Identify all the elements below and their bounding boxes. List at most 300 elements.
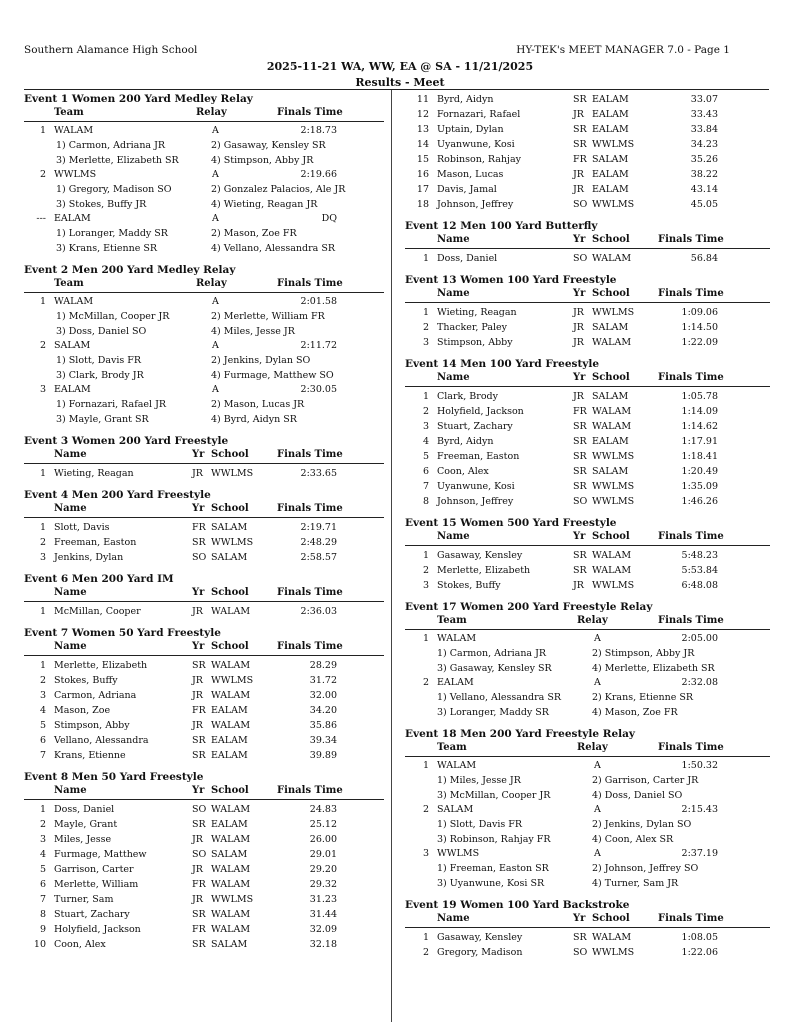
swimmer-name: Doss, Daniel xyxy=(437,253,498,264)
header-finals-time: Finals Time xyxy=(658,615,724,626)
relay-swimmer: 4) Coon, Alex SR xyxy=(592,834,674,845)
relay-swimmers-row xyxy=(405,690,770,705)
relay-row xyxy=(405,632,770,646)
header-yr: Yr xyxy=(192,641,205,652)
school-code: WALAM xyxy=(211,924,251,935)
relay-swimmer: 1) Miles, Jesse JR xyxy=(437,775,521,786)
header-team: Team xyxy=(54,278,84,289)
school-code: SALAM xyxy=(592,466,629,477)
finals-time: 2:19.66 xyxy=(300,169,337,180)
finals-time: 2:30.05 xyxy=(300,384,337,395)
relay-swimmer: 3) Doss, Daniel SO xyxy=(56,326,147,337)
header-school: School xyxy=(211,641,249,652)
header-yr: Yr xyxy=(192,449,205,460)
swimmer-name: Davis, Jamal xyxy=(437,184,497,195)
header-school: School xyxy=(592,913,630,924)
finals-time: 43.14 xyxy=(690,184,718,195)
result-row xyxy=(405,434,770,449)
result-row xyxy=(405,563,770,578)
school-code: SALAM xyxy=(211,849,248,860)
relay-letter: A xyxy=(212,384,219,395)
relay-letter: A xyxy=(594,848,601,859)
event-title: Event 18 Men 200 Yard Freestyle Relay xyxy=(405,728,636,740)
place: 2 xyxy=(39,169,46,180)
team-name: SALAM xyxy=(437,804,474,815)
school-code: WWLMS xyxy=(592,580,635,591)
place: 1 xyxy=(422,550,429,561)
left-column xyxy=(24,92,384,959)
result-row xyxy=(24,832,384,847)
finals-time: 31.72 xyxy=(309,675,337,686)
finals-time: 1:46.26 xyxy=(681,496,718,507)
relay-swimmer: 1) Gregory, Madison SO xyxy=(56,184,172,195)
swimmer-name: Merlette, Elizabeth xyxy=(437,565,531,576)
place: 2 xyxy=(39,340,46,351)
relay-swimmer: 4) Wieting, Reagan JR xyxy=(211,199,318,210)
event-block xyxy=(405,219,770,266)
swimmer-name: Mason, Zoe xyxy=(54,705,111,716)
relay-swimmer: 1) Loranger, Maddy SR xyxy=(56,228,168,239)
column-header xyxy=(405,372,770,387)
place: 16 xyxy=(416,169,429,180)
finals-time: 39.34 xyxy=(309,735,337,746)
class-year: SR xyxy=(573,139,587,150)
result-row xyxy=(405,419,770,434)
class-year: FR xyxy=(573,406,587,417)
column-divider xyxy=(391,90,392,1022)
place: 1 xyxy=(39,125,46,136)
place: 3 xyxy=(39,834,46,845)
finals-time: 1:22.06 xyxy=(681,947,718,958)
relay-swimmer: 2) Krans, Etienne SR xyxy=(592,692,694,703)
school-code: SALAM xyxy=(592,391,629,402)
event-title: Event 12 Men 100 Yard Butterfly xyxy=(405,220,598,232)
relay-swimmer: 2) Merlette, William FR xyxy=(211,311,325,322)
school-code: WALAM xyxy=(592,253,632,264)
finals-time: 1:17.91 xyxy=(681,436,718,447)
swimmer-name: McMillan, Cooper xyxy=(54,606,141,617)
result-row xyxy=(24,535,384,550)
event-title: Event 19 Women 100 Yard Backstroke xyxy=(405,899,630,911)
school-code: WWLMS xyxy=(211,537,254,548)
header-finals-time: Finals Time xyxy=(658,531,724,542)
header-yr: Yr xyxy=(192,587,205,598)
finals-time: 2:58.57 xyxy=(300,552,337,563)
event-block xyxy=(405,898,770,960)
column-header xyxy=(405,288,770,303)
result-row xyxy=(405,578,770,593)
place: 1 xyxy=(39,660,46,671)
school-code: WWLMS xyxy=(592,481,635,492)
event-block xyxy=(405,357,770,509)
place: 3 xyxy=(39,552,46,563)
relay-row xyxy=(405,676,770,690)
team-name: WWLMS xyxy=(437,848,480,859)
header-relay: Relay xyxy=(577,742,608,753)
swimmer-name: Miles, Jesse xyxy=(54,834,112,845)
finals-time: 6:48.08 xyxy=(681,580,718,591)
finals-time: 1:14.50 xyxy=(681,322,718,333)
school-code: WWLMS xyxy=(592,451,635,462)
place: 6 xyxy=(422,466,429,477)
header-school: School xyxy=(211,449,249,460)
event-block xyxy=(24,263,384,427)
event-block xyxy=(405,516,770,593)
relay-swimmers-row xyxy=(24,226,384,241)
relay-swimmers-row xyxy=(405,705,770,720)
event-title: Event 13 Women 100 Yard Freestyle xyxy=(405,274,617,286)
finals-time: 2:05.00 xyxy=(681,633,718,644)
class-year: SR xyxy=(573,436,587,447)
result-row xyxy=(405,945,770,960)
result-row xyxy=(405,404,770,419)
swimmer-name: Uyanwune, Kosi xyxy=(437,139,515,150)
result-row xyxy=(24,922,384,937)
event-title: Event 7 Women 50 Yard Freestyle xyxy=(24,627,221,639)
relay-swimmer: 1) Fornazari, Rafael JR xyxy=(56,399,167,410)
class-year: JR xyxy=(573,109,584,120)
column-header xyxy=(405,615,770,630)
class-year: JR xyxy=(573,580,584,591)
school-code: WALAM xyxy=(592,565,632,576)
class-year: SR xyxy=(573,565,587,576)
column-header xyxy=(24,785,384,800)
school-code: EALAM xyxy=(211,705,248,716)
software-page-label: HY-TEK's MEET MANAGER 7.0 - Page 1 xyxy=(516,44,730,56)
relay-swimmer: 3) Uyanwune, Kosi SR xyxy=(437,878,545,889)
team-name: WALAM xyxy=(54,296,94,307)
team-name: EALAM xyxy=(437,677,474,688)
header-finals-time: Finals Time xyxy=(658,913,724,924)
column-header xyxy=(405,531,770,546)
header-rule xyxy=(24,89,769,90)
relay-swimmer: 4) Mason, Zoe FR xyxy=(592,707,678,718)
event-title: Event 17 Women 200 Yard Freestyle Relay xyxy=(405,601,653,613)
class-year: JR xyxy=(192,720,203,731)
relay-row xyxy=(24,383,384,397)
finals-time: 1:09.06 xyxy=(681,307,718,318)
relay-swimmer: 2) Garrison, Carter JR xyxy=(592,775,699,786)
header-team: Team xyxy=(54,107,84,118)
relay-swimmers-row xyxy=(24,412,384,427)
result-row xyxy=(24,604,384,619)
swimmer-name: Wieting, Reagan xyxy=(54,468,134,479)
result-row xyxy=(24,733,384,748)
finals-time: 32.18 xyxy=(309,939,337,950)
school-code: SALAM xyxy=(211,522,248,533)
event-block xyxy=(24,92,384,256)
class-year: FR xyxy=(573,154,587,165)
result-row xyxy=(24,802,384,817)
header-relay: Relay xyxy=(196,278,227,289)
class-year: SO xyxy=(192,552,207,563)
finals-time: 24.83 xyxy=(309,804,337,815)
school-code: WALAM xyxy=(211,660,251,671)
relay-swimmer: 2) Mason, Zoe FR xyxy=(211,228,297,239)
relay-letter: A xyxy=(212,169,219,180)
place: 1 xyxy=(39,804,46,815)
result-row xyxy=(405,449,770,464)
swimmer-name: Stokes, Buffy xyxy=(437,580,501,591)
result-row xyxy=(24,550,384,565)
relay-swimmers-row xyxy=(405,817,770,832)
school-code: WWLMS xyxy=(211,894,254,905)
class-year: FR xyxy=(192,924,206,935)
result-row xyxy=(405,137,770,152)
class-year: SR xyxy=(573,466,587,477)
relay-swimmer: 1) McMillan, Cooper JR xyxy=(56,311,170,322)
class-year: SO xyxy=(573,199,588,210)
finals-time: 35.26 xyxy=(690,154,718,165)
result-row xyxy=(24,877,384,892)
class-year: SO xyxy=(573,496,588,507)
school-name: Southern Alamance High School xyxy=(24,44,198,56)
school-code: WALAM xyxy=(211,834,251,845)
header-school: School xyxy=(592,234,630,245)
team-name: WALAM xyxy=(437,760,477,771)
relay-swimmer: 4) Doss, Daniel SO xyxy=(592,790,683,801)
swimmer-name: Wieting, Reagan xyxy=(437,307,517,318)
place: 1 xyxy=(39,468,46,479)
swimmer-name: Turner, Sam xyxy=(54,894,114,905)
relay-swimmer: 2) Jenkins, Dylan SO xyxy=(211,355,311,366)
finals-time: 45.05 xyxy=(690,199,718,210)
header-relay: Relay xyxy=(196,107,227,118)
class-year: SO xyxy=(573,253,588,264)
swimmer-name: Jenkins, Dylan xyxy=(54,552,124,563)
swimmer-name: Merlette, Elizabeth xyxy=(54,660,148,671)
team-name: SALAM xyxy=(54,340,91,351)
event-block xyxy=(24,770,384,952)
event-title: Event 3 Women 200 Yard Freestyle xyxy=(24,435,229,447)
class-year: SR xyxy=(192,939,206,950)
place: 18 xyxy=(416,199,429,210)
finals-time: 38.22 xyxy=(690,169,718,180)
relay-letter: A xyxy=(212,340,219,351)
header-name: Name xyxy=(54,449,87,460)
relay-swimmers-row xyxy=(405,788,770,803)
header-finals-time: Finals Time xyxy=(277,107,343,118)
event-title: Event 6 Men 200 Yard IM xyxy=(24,573,174,585)
relay-swimmer: 2) Stimpson, Abby JR xyxy=(592,648,695,659)
relay-swimmers-row xyxy=(24,353,384,368)
finals-time: 29.01 xyxy=(309,849,337,860)
place: 6 xyxy=(39,735,46,746)
column-header xyxy=(405,913,770,928)
team-name: EALAM xyxy=(54,213,91,224)
place: 1 xyxy=(39,522,46,533)
result-row xyxy=(405,167,770,182)
header-name: Name xyxy=(437,234,470,245)
class-year: SR xyxy=(573,421,587,432)
relay-swimmer: 4) Miles, Jesse JR xyxy=(211,326,295,337)
result-row xyxy=(24,748,384,763)
swimmer-name: Johnson, Jeffrey xyxy=(437,496,514,507)
result-row xyxy=(405,464,770,479)
class-year: JR xyxy=(573,169,584,180)
column-header xyxy=(24,107,384,122)
class-year: SR xyxy=(573,932,587,943)
finals-time: 33.43 xyxy=(690,109,718,120)
swimmer-name: Stimpson, Abby xyxy=(437,337,513,348)
relay-swimmer: 1) Vellano, Alessandra SR xyxy=(437,692,562,703)
swimmer-name: Gasaway, Kensley xyxy=(437,932,523,943)
swimmer-name: Furmage, Matthew xyxy=(54,849,147,860)
place: 2 xyxy=(422,677,429,688)
result-row xyxy=(405,152,770,167)
header-finals-time: Finals Time xyxy=(277,503,343,514)
relay-row xyxy=(405,847,770,861)
result-row xyxy=(405,182,770,197)
relay-swimmers-row xyxy=(405,773,770,788)
place: 5 xyxy=(422,451,429,462)
place: 1 xyxy=(39,296,46,307)
header-name: Name xyxy=(437,913,470,924)
result-row xyxy=(405,107,770,122)
header-finals-time: Finals Time xyxy=(277,587,343,598)
finals-time: 1:22.09 xyxy=(681,337,718,348)
class-year: JR xyxy=(192,834,203,845)
relay-swimmer: 4) Furmage, Matthew SO xyxy=(211,370,334,381)
relay-swimmer: 3) McMillan, Cooper JR xyxy=(437,790,551,801)
result-row xyxy=(24,892,384,907)
swimmer-name: Garrison, Carter xyxy=(54,864,134,875)
place: 5 xyxy=(39,864,46,875)
school-code: EALAM xyxy=(592,94,629,105)
swimmer-name: Fornazari, Rafael xyxy=(437,109,521,120)
result-row xyxy=(24,688,384,703)
swimmer-name: Freeman, Easton xyxy=(437,451,520,462)
finals-time: 1:14.62 xyxy=(681,421,718,432)
header-yr: Yr xyxy=(573,913,586,924)
relay-swimmers-row xyxy=(24,368,384,383)
relay-row xyxy=(24,295,384,309)
relay-letter: A xyxy=(212,296,219,307)
relay-letter: A xyxy=(212,125,219,136)
column-header xyxy=(24,587,384,602)
swimmer-name: Slott, Davis xyxy=(54,522,110,533)
result-row xyxy=(405,494,770,509)
class-year: JR xyxy=(192,675,203,686)
class-year: SR xyxy=(192,909,206,920)
swimmer-name: Johnson, Jeffrey xyxy=(437,199,514,210)
place: 2 xyxy=(422,406,429,417)
swimmer-name: Thacker, Paley xyxy=(437,322,508,333)
finals-time: 1:35.09 xyxy=(681,481,718,492)
header-finals-time: Finals Time xyxy=(658,234,724,245)
header-name: Name xyxy=(54,587,87,598)
relay-swimmer: 4) Byrd, Aidyn SR xyxy=(211,414,297,425)
place: 4 xyxy=(422,436,429,447)
school-code: EALAM xyxy=(592,436,629,447)
finals-time: 34.23 xyxy=(690,139,718,150)
place: 7 xyxy=(39,894,46,905)
school-code: EALAM xyxy=(211,735,248,746)
swimmer-name: Byrd, Aidyn xyxy=(437,94,494,105)
result-row xyxy=(24,703,384,718)
result-row xyxy=(405,320,770,335)
place: 7 xyxy=(422,481,429,492)
header-yr: Yr xyxy=(573,531,586,542)
place: 12 xyxy=(416,109,429,120)
header-relay: Relay xyxy=(577,615,608,626)
place: 3 xyxy=(422,580,429,591)
result-row xyxy=(24,520,384,535)
event-block xyxy=(24,488,384,565)
header-school: School xyxy=(211,785,249,796)
place: 2 xyxy=(39,537,46,548)
relay-swimmer: 3) Krans, Etienne SR xyxy=(56,243,158,254)
result-row xyxy=(24,718,384,733)
place: 7 xyxy=(39,750,46,761)
swimmer-name: Freeman, Easton xyxy=(54,537,137,548)
finals-time: 1:05.78 xyxy=(681,391,718,402)
relay-swimmer: 1) Slott, Davis FR xyxy=(437,819,523,830)
class-year: JR xyxy=(192,690,203,701)
header-yr: Yr xyxy=(192,785,205,796)
swimmer-name: Vellano, Alessandra xyxy=(54,735,149,746)
finals-time: 2:48.29 xyxy=(300,537,337,548)
school-code: WALAM xyxy=(592,406,632,417)
event-block xyxy=(405,727,770,891)
class-year: SR xyxy=(573,451,587,462)
team-name: EALAM xyxy=(54,384,91,395)
place: 9 xyxy=(39,924,46,935)
finals-time: 1:14.09 xyxy=(681,406,718,417)
meet-title: 2025-11-21 WA, WW, EA @ SA - 11/21/2025 xyxy=(266,60,534,73)
relay-swimmer: 2) Gonzalez Palacios, Ale JR xyxy=(211,184,346,195)
relay-swimmers-row xyxy=(405,832,770,847)
swimmer-name: Holyfield, Jackson xyxy=(54,924,141,935)
result-row xyxy=(24,673,384,688)
finals-time: 2:36.03 xyxy=(300,606,337,617)
header-yr: Yr xyxy=(573,288,586,299)
result-row xyxy=(405,335,770,350)
event-title: Event 4 Men 200 Yard Freestyle xyxy=(24,489,211,501)
result-row xyxy=(405,197,770,212)
result-row xyxy=(405,251,770,266)
swimmer-name: Coon, Alex xyxy=(54,939,106,950)
event-block xyxy=(405,92,770,212)
place: 1 xyxy=(422,307,429,318)
class-year: SR xyxy=(192,819,206,830)
header-team: Team xyxy=(437,615,467,626)
school-code: WWLMS xyxy=(211,468,254,479)
place: 2 xyxy=(422,565,429,576)
header-school: School xyxy=(592,288,630,299)
result-row xyxy=(405,389,770,404)
swimmer-name: Uyanwune, Kosi xyxy=(437,481,515,492)
place: 1 xyxy=(422,932,429,943)
relay-swimmer: 4) Merlette, Elizabeth SR xyxy=(592,663,715,674)
event-block xyxy=(24,434,384,481)
class-year: SR xyxy=(192,750,206,761)
header-name: Name xyxy=(437,531,470,542)
class-year: JR xyxy=(573,322,584,333)
header-school: School xyxy=(592,531,630,542)
school-code: WWLMS xyxy=(592,496,635,507)
header-name: Name xyxy=(54,641,87,652)
finals-time: 25.12 xyxy=(309,819,337,830)
relay-swimmers-row xyxy=(24,138,384,153)
place: 1 xyxy=(39,606,46,617)
header-name: Name xyxy=(54,503,87,514)
result-row xyxy=(24,907,384,922)
place: 3 xyxy=(422,337,429,348)
place: 17 xyxy=(416,184,429,195)
place: --- xyxy=(36,213,46,224)
school-code: EALAM xyxy=(592,169,629,180)
